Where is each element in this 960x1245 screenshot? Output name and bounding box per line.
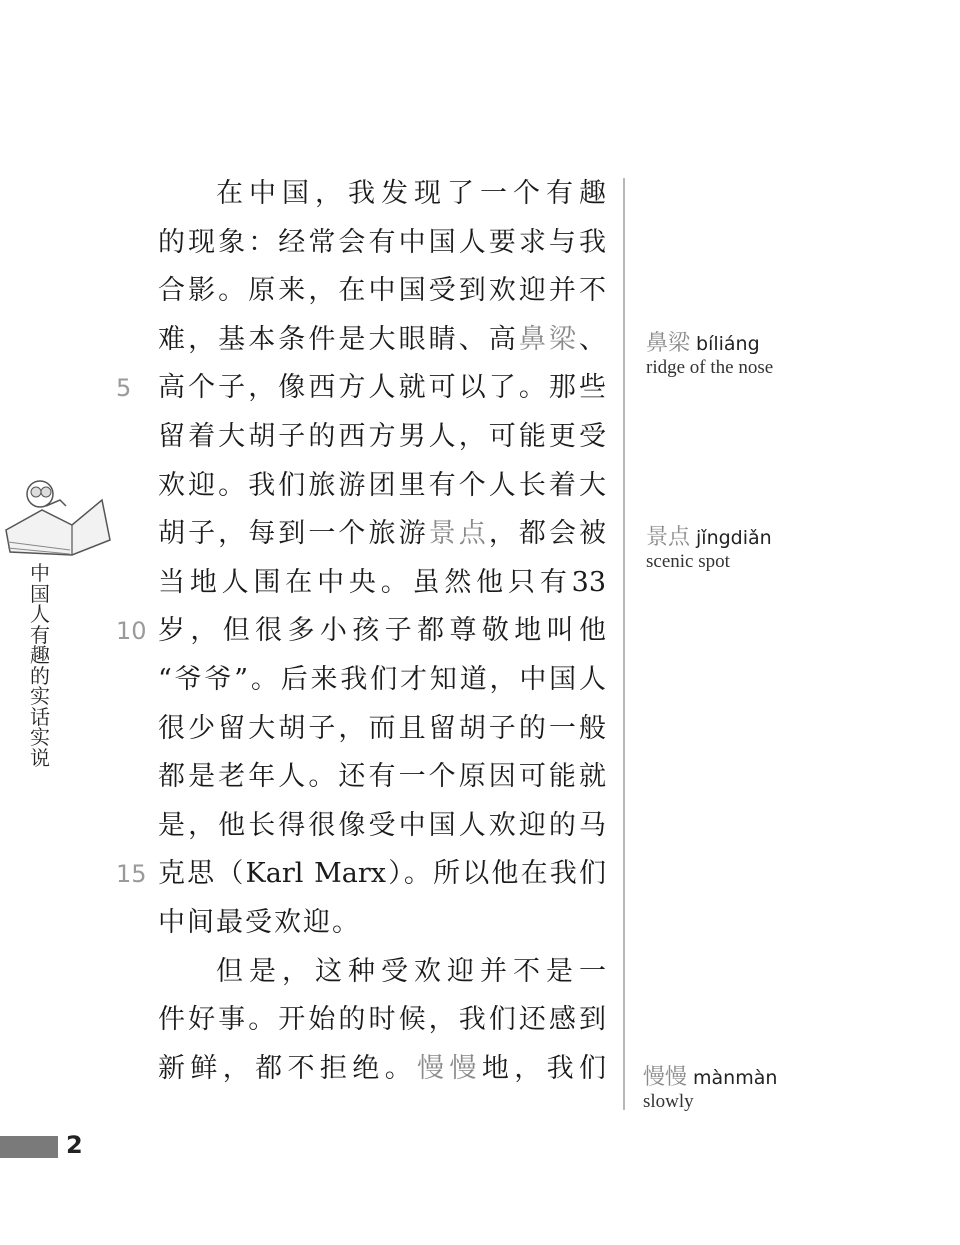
glossary-pinyin: jǐngdiǎn	[696, 527, 772, 549]
text-line	[158, 705, 606, 754]
text-segment: 合影。原来，在中国受到欢迎并不	[158, 275, 606, 307]
text-segment: 都是老年人。还有一个原因可能就	[158, 761, 606, 793]
text-segment: 欢迎。我们旅游团里有个人长着大	[158, 469, 606, 501]
text-line	[158, 219, 606, 268]
book-series-title: 中 国 人 有 趣 的 实 话 实 说	[30, 561, 50, 770]
text-line	[158, 996, 606, 1045]
text-line	[116, 607, 606, 656]
book-mascot-illustration	[2, 470, 112, 564]
glossary-entry	[643, 1060, 777, 1113]
text-line	[116, 364, 606, 413]
text-segment: 留着大胡子的西方男人，可能更受	[158, 420, 606, 452]
line-number: 15	[116, 860, 147, 889]
text-line	[158, 899, 606, 948]
text-line	[158, 948, 606, 997]
glossed-word: 景点	[428, 518, 489, 550]
text-segment: 的现象：经常会有中国人要求与我	[158, 226, 606, 258]
text-segment: 中间最受欢迎。	[158, 906, 361, 938]
text-segment: 新鲜，都不拒绝。	[158, 1052, 418, 1084]
article-body	[116, 170, 607, 1093]
text-segment: 很少留大胡子，而且留胡子的一般	[158, 712, 606, 744]
text-line	[158, 656, 606, 705]
text-segment: 高个子，像西方人就可以了。那些	[158, 372, 606, 404]
glossed-word: 慢慢	[417, 1052, 482, 1084]
text-line	[158, 267, 606, 316]
text-line	[158, 1045, 606, 1094]
text-line	[158, 316, 606, 365]
text-segment: 胡子，每到一个旅游	[158, 518, 429, 550]
text-line	[158, 559, 606, 608]
text-line	[158, 413, 606, 462]
text-line	[158, 802, 606, 851]
text-segment: 但是，这种受欢迎并不是一	[216, 955, 606, 987]
text-line	[158, 170, 606, 219]
glossary-pinyin: mànmàn	[693, 1067, 778, 1089]
line-number: 10	[116, 617, 147, 646]
glossary-hanzi: 鼻梁	[646, 331, 691, 356]
glossary-hanzi: 景点	[646, 525, 691, 550]
text-segment: 克思（Karl Marx）。所以他在我们	[158, 858, 606, 890]
text-line	[158, 753, 606, 802]
glossary-entry	[646, 326, 773, 379]
text-segment: 是，他长得很像受中国人欢迎的马	[158, 809, 606, 841]
margin-divider	[623, 178, 625, 1110]
text-line	[116, 850, 606, 899]
line-number: 5	[116, 374, 132, 403]
text-segment: 地，我们	[481, 1052, 607, 1084]
text-segment: ，都会被	[488, 518, 607, 550]
text-segment: 在中国，我发现了一个有趣	[216, 178, 606, 209]
glossary-hanzi: 慢慢	[643, 1065, 688, 1090]
glossary-entry	[646, 520, 772, 573]
text-line	[158, 510, 606, 559]
glossary-pinyin: bíliáng	[696, 333, 760, 355]
page-number-bar	[0, 1136, 58, 1158]
text-segment: 难，基本条件是大眼睛、高	[158, 323, 519, 355]
text-segment: 岁，但很多小孩子都尊敬地叫他	[158, 615, 606, 647]
page-number: 2	[66, 1131, 83, 1159]
text-segment: 件好事。开始的时候，我们还感到	[158, 1004, 606, 1036]
text-segment: 、	[579, 323, 607, 355]
text-segment: 当地人围在中央。虽然他只有33	[158, 566, 606, 598]
text-line	[158, 462, 606, 511]
glossed-word: 鼻梁	[518, 323, 580, 355]
glossary-english: slowly	[643, 1091, 694, 1112]
glossary-english: scenic spot	[646, 551, 730, 572]
text-segment: “爷爷”。后来我们才知道，中国人	[158, 663, 606, 695]
glossary-english: ridge of the nose	[646, 357, 774, 378]
